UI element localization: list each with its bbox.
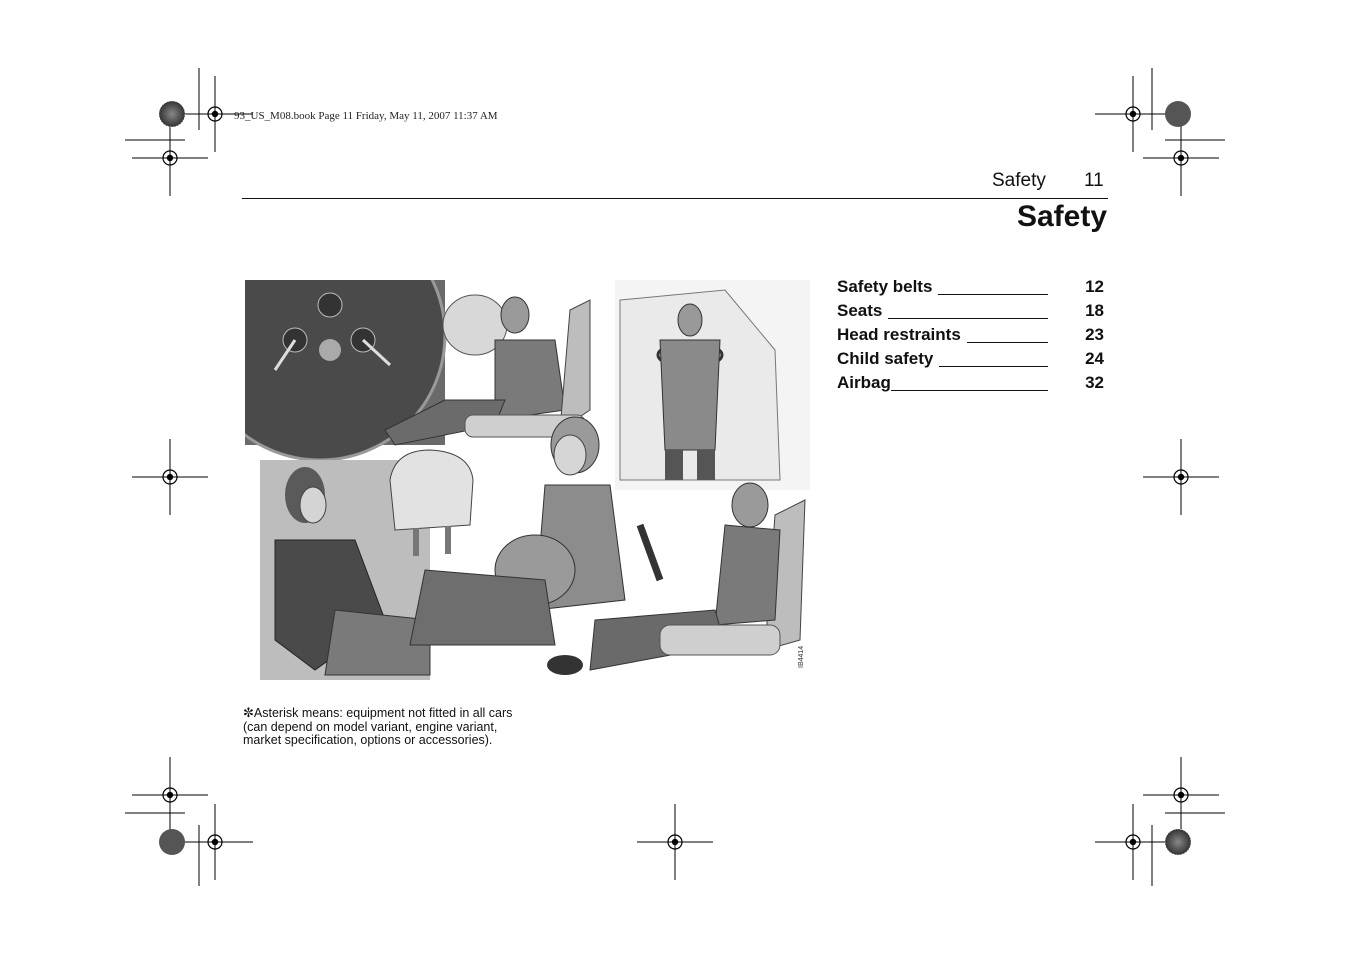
illustration-code: IB4414 [798,645,805,668]
header-section-name: Safety [992,170,1046,191]
toc-entry-page: 24 [1085,349,1104,368]
header-rule [242,198,1108,199]
safety-illustration [245,280,810,685]
toc-entry-label: Seats [837,301,888,321]
toc-entry-label: Airbag [837,373,891,392]
toc-entry-page: 18 [1085,301,1104,320]
print-info: 93_US_M08.book Page 11 Friday, May 11, 2007 11:37 AM [234,110,498,122]
car-front-driver-image [615,280,810,490]
note-line-2: (can depend on model variant, engine variant, [243,719,498,734]
toc-entry-child-safety[interactable] [837,349,1104,373]
header-page-number: 11 [1084,170,1104,191]
toc-entry-safety-belts[interactable] [837,277,1104,301]
toc-entry-airbag[interactable] [837,373,1104,397]
toc-entry-head-restraints[interactable] [837,325,1104,349]
toc-entry-label: Safety belts [837,277,938,297]
contents-list [837,277,1104,397]
toc-entry-page: 32 [1085,373,1104,392]
note-line-1: ✼Asterisk means: equipment not fitted in all cars [243,705,513,720]
toc-entry-page: 23 [1085,325,1104,344]
asterisk-note [243,706,512,748]
toc-entry-label: Head restraints [837,325,967,345]
note-line-3: market specification, options or accessories). [243,733,493,747]
asterisk-icon: ✼ [243,705,254,720]
page-title: Safety [1016,200,1107,233]
toc-entry-seats[interactable] [837,301,1104,325]
toc-entry-page: 12 [1085,277,1104,296]
toc-entry-label: Child safety [837,349,939,369]
